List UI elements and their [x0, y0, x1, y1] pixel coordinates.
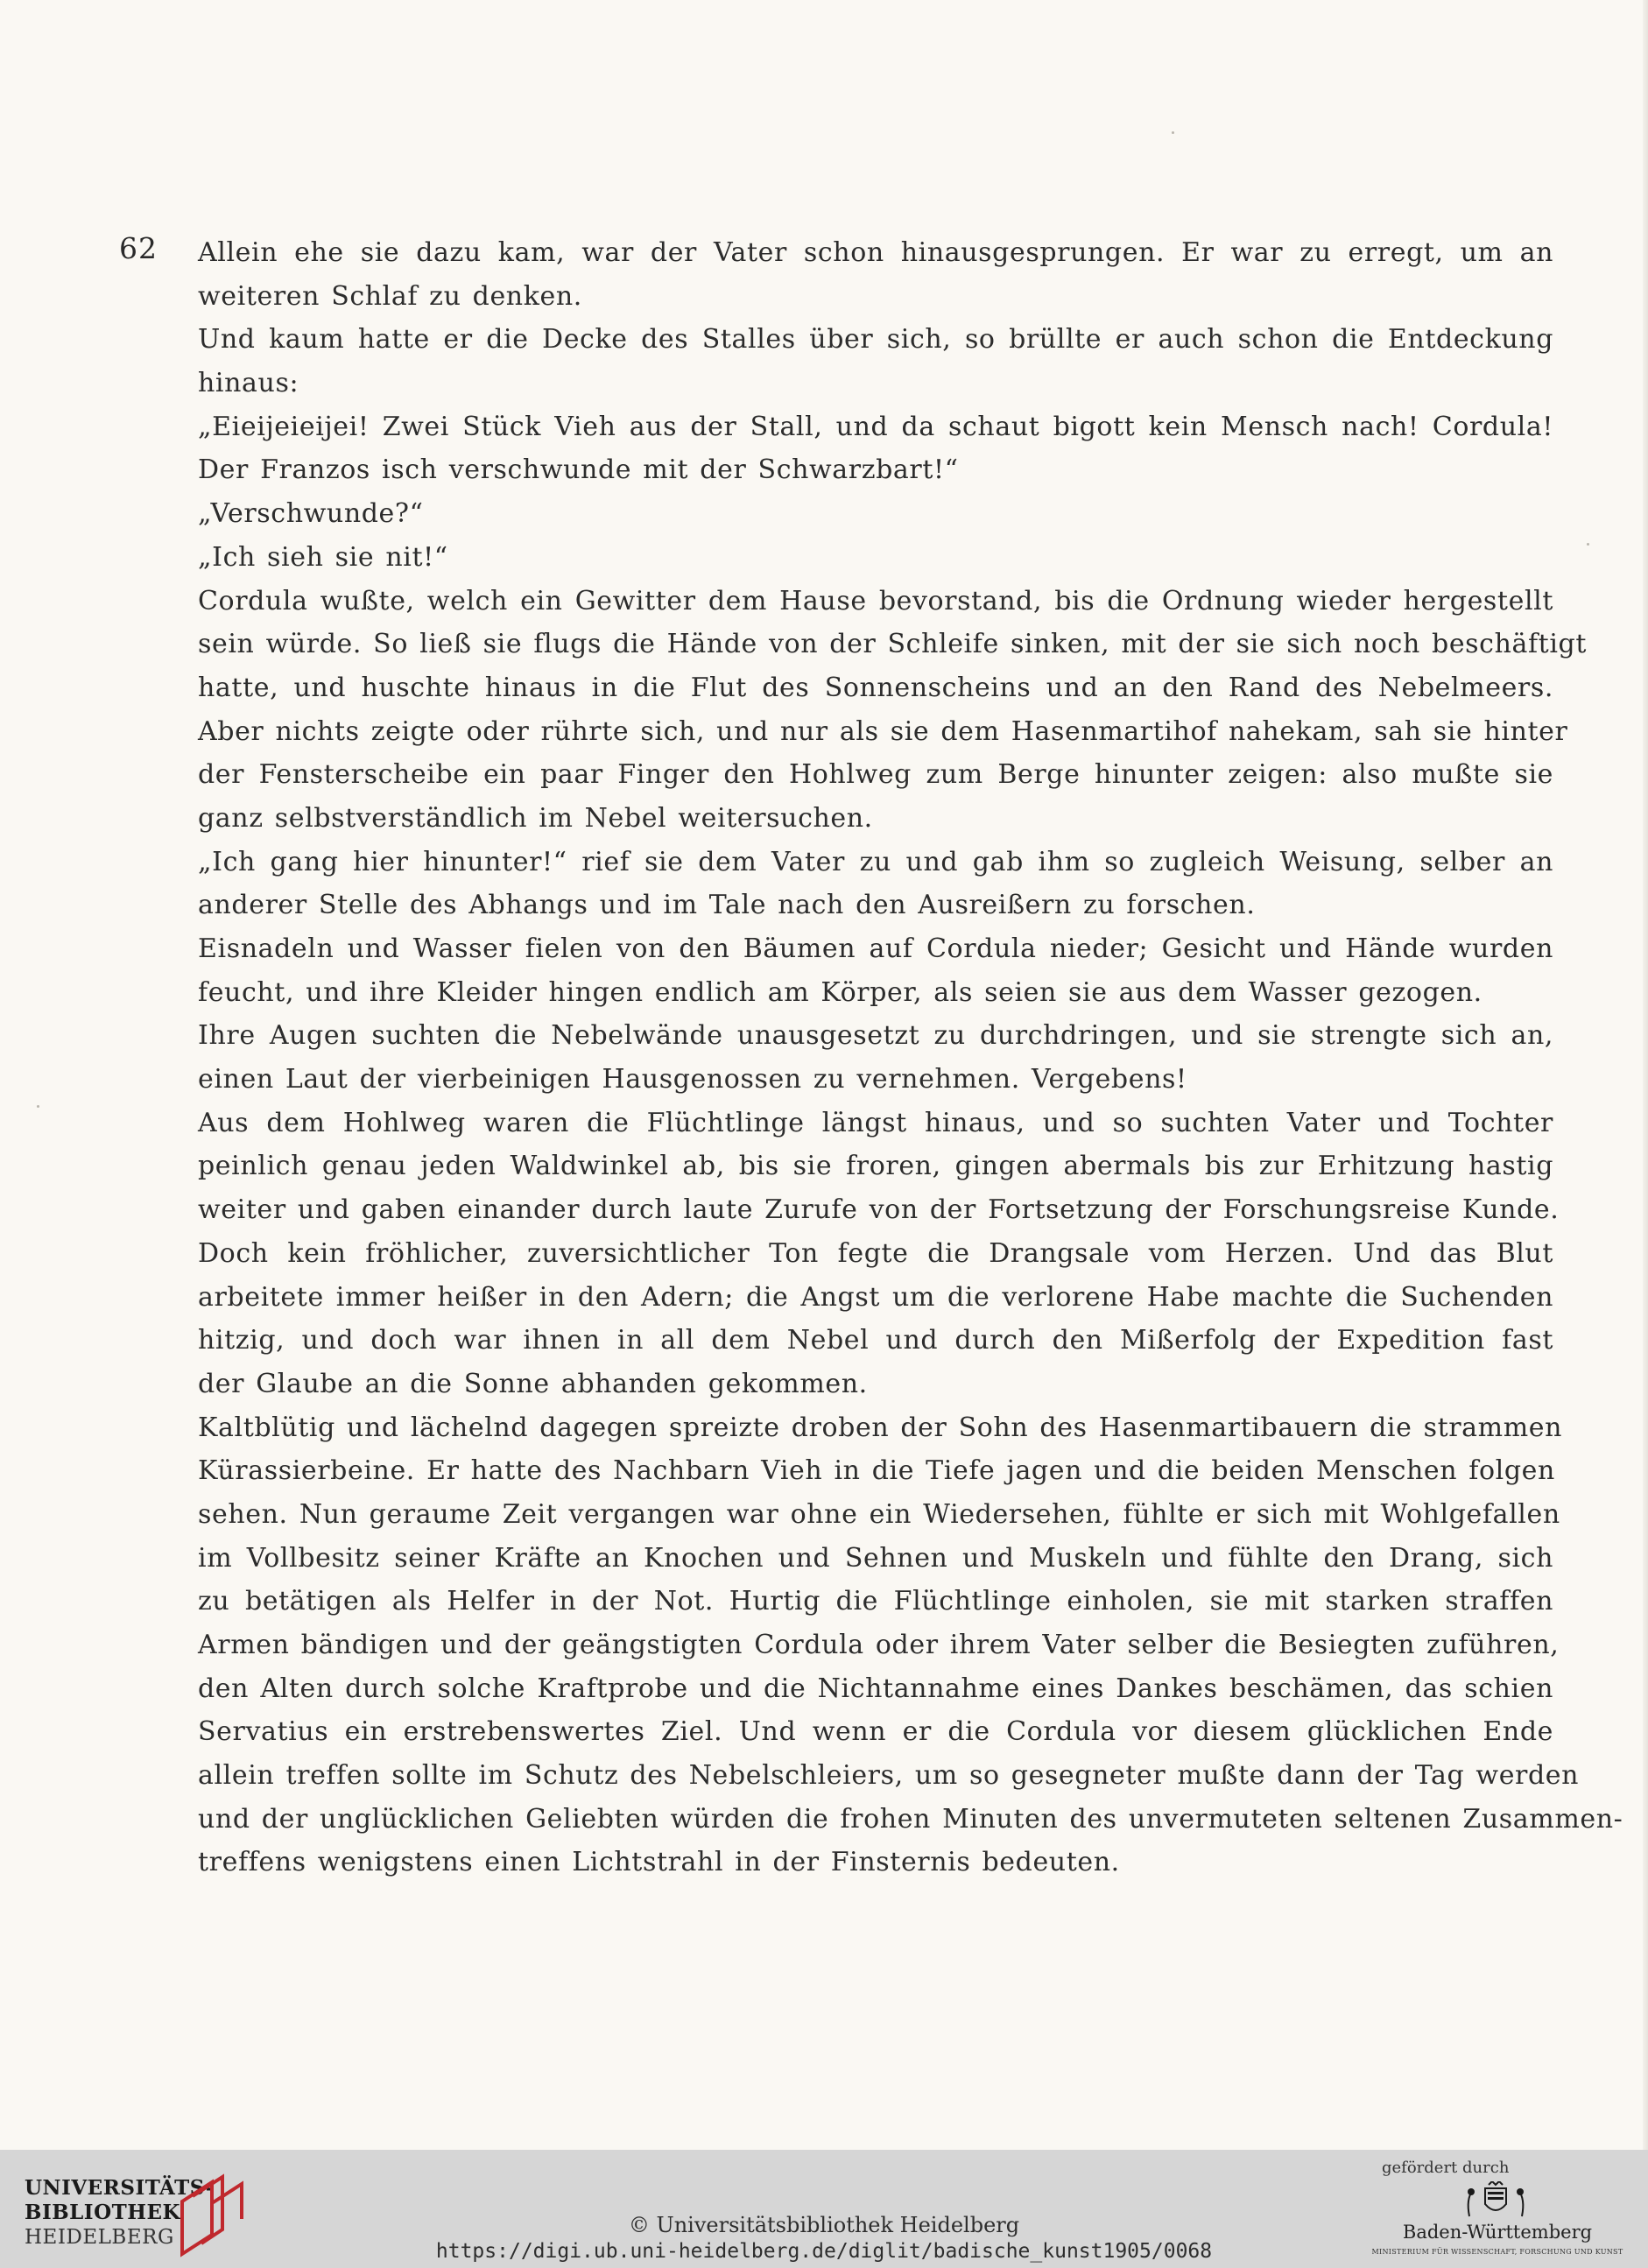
text-line: Eisnadeln und Wasser fielen von den Bäumen auf Cordula nieder; Gesicht und Hände wurden [198, 933, 1553, 964]
text-line: Aus dem Hohlweg waren die Flüchtlinge längst hinaus, und so suchten Vater und Tochter [198, 1107, 1553, 1138]
copyright-notice: © Universitätsbibliothek Heidelberg [628, 2213, 1020, 2237]
sponsor-ministry: MINISTERIUM FÜR WISSENSCHAFT, FORSCHUNG UND KUNST [1371, 2248, 1623, 2256]
library-name-line-1: UNIVERSITÄTS- [25, 2176, 215, 2200]
text-line: feucht, und ihre Kleider hingen endlich am Körper, als seien sie aus dem Wasser gezogen. [198, 976, 1482, 1008]
text-line: Ihre Augen suchten die Nebelwände unausgesetzt zu durchdringen, und sie strengte sich an, [198, 1020, 1553, 1052]
library-name-line-3: HEIDELBERG [25, 2226, 174, 2249]
text-line: „Ich sieh sie nit!“ [198, 541, 448, 573]
text-line: hinaus: [198, 368, 299, 399]
text-line: arbeitete immer heißer in den Adern; die Angst um die verlorene Habe machte die Suchenden [198, 1281, 1553, 1313]
sponsor-name: Baden-Württemberg [1402, 2222, 1593, 2243]
paper-speck [1172, 131, 1174, 134]
text-line: sehen. Nun geraume Zeit vergangen war ohne ein Wiedersehen, fühlte er sich mit Wohlgefallen [198, 1498, 1560, 1530]
text-line: zu betätigen als Helfer in der Not. Hurtig die Flüchtlinge einholen, sie mit starken straffen [198, 1586, 1553, 1617]
text-line: Doch kein fröhlicher, zuversichtlicher Ton fegte die Drangsale vom Herzen. Und das Blut [198, 1237, 1553, 1269]
text-line: Cordula wußte, welch ein Gewitter dem Hause bevorstand, bis die Ordnung wieder hergestellt [198, 585, 1553, 616]
text-line: weiter und gaben einander durch laute Zurufe von der Fortsetzung der Forschungsreise Kunde. [198, 1194, 1560, 1226]
text-line: treffens wenigstens einen Lichtstrahl in der Finsternis bedeuten. [198, 1847, 1120, 1878]
text-line: anderer Stelle des Abhangs und im Tale nach den Ausreißern zu forschen. [198, 890, 1256, 921]
text-line: sein würde. So ließ sie flugs die Hände von der Schleife sinken, mit der sie sich noch beschäftigt [198, 629, 1587, 660]
text-line: hatte, und huschte hinaus in die Flut des Sonnenscheins und an den Rand des Nebelmeers. [198, 672, 1553, 703]
sponsor-block[interactable] [1366, 2159, 1629, 2264]
text-line: allein treffen sollte im Schutz des Nebelschleiers, um so gesegneter mußte dann der Tag werden [198, 1760, 1580, 1792]
state-coat-of-arms-icon [1461, 2181, 1531, 2220]
paper-speck [1587, 543, 1589, 546]
page-number: 62 [119, 231, 158, 265]
text-line: ganz selbstverständlich im Nebel weitersuchen. [198, 802, 873, 834]
text-line: Kürassierbeine. Er hatte des Nachbarn Vieh in die Tiefe jagen und die beiden Menschen folgen [198, 1455, 1555, 1487]
text-line: Allein ehe sie dazu kam, war der Vater schon hinausgesprungen. Er war zu erregt, um an [198, 237, 1553, 268]
text-line: „Ich gang hier hinunter!“ rief sie dem Vater zu und gab ihm so zugleich Weisung, selber an [198, 846, 1553, 877]
text-line: hitzig, und doch war ihnen in all dem Nebel und durch den Mißerfolg der Expedition fast [198, 1325, 1553, 1356]
library-name-line-2: BIBLIOTHEK [25, 2201, 180, 2224]
text-line: der Glaube an die Sonne abhanden gekommen. [198, 1368, 868, 1399]
text-line: Armen bändigen und der geängstigten Cordula oder ihrem Vater selber die Besiegten zuführen, [198, 1630, 1560, 1660]
body-text [198, 231, 1623, 1884]
text-line: Aber nichts zeigte oder rührte sich, und nur als sie dem Hasenmartihof nahekam, sah sie hinter [198, 715, 1568, 747]
text-line: weiteren Schlaf zu denken. [198, 280, 582, 312]
paper-speck [37, 1105, 39, 1108]
text-line: „Eieijeieijei! Zwei Stück Vieh aus der Stall, und da schaut bigott kein Mensch nach! Cordula! [198, 411, 1553, 442]
text-line: Und kaum hatte er die Decke des Stalles über sich, so brüllte er auch schon die Entdeckung [198, 324, 1553, 356]
permalink-url[interactable]: https://digi.ub.uni-heidelberg.de/diglit/badische_kunst1905/0068 [435, 2240, 1213, 2263]
text-line: Kaltblütig und lächelnd dagegen spreizte droben der Sohn des Hasenmartibauern die strammen [198, 1412, 1563, 1443]
text-line: peinlich genau jeden Waldwinkel ab, bis sie froren, gingen abermals bis zur Erhitzung hastig [198, 1151, 1553, 1182]
text-line: im Vollbesitz seiner Kräfte an Knochen und Sehnen und Muskeln und fühlte den Drang, sich [198, 1542, 1553, 1574]
page-edge-shadow [1643, 0, 1648, 2150]
text-line: „Verschwunde?“ [198, 498, 424, 530]
text-line: einen Laut der vierbeinigen Hausgenossen zu vernehmen. Vergebens! [198, 1064, 1187, 1095]
sponsor-label: gefördert durch [1382, 2159, 1510, 2177]
text-line: Der Franzos isch verschwunde mit der Schwarzbart!“ [198, 454, 959, 486]
text-line: Servatius ein erstrebenswertes Ziel. Und wenn er die Cordula vor diesem glücklichen Ende [198, 1716, 1553, 1748]
text-line: und der unglücklichen Geliebten würden die frohen Minuten des unvermuteten seltenen Zusammen- [198, 1803, 1623, 1835]
text-line: den Alten durch solche Kraftprobe und die Nichtannahme eines Dankes beschämen, das schien [198, 1673, 1553, 1704]
text-line: der Fensterscheibe ein paar Finger den Hohlweg zum Berge hinunter zeigen: also mußte sie [198, 759, 1553, 791]
